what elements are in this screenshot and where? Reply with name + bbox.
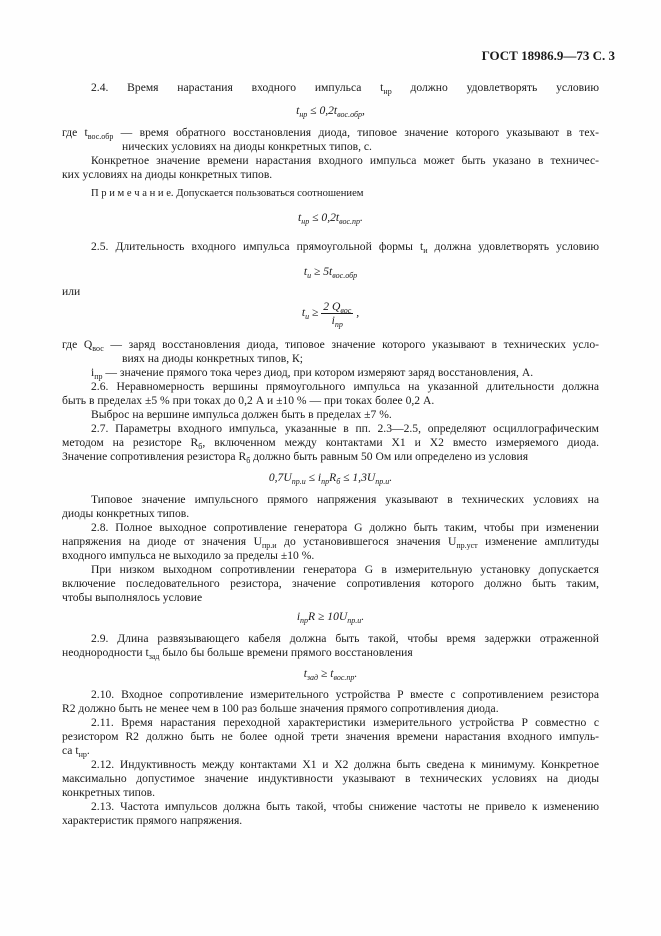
text-line: виях на диоды конкретных типов, К;	[122, 352, 303, 365]
fraction: $\frac{2 Q_{вос}}{i_{пр}}$	[323, 300, 352, 329]
para-2-8: 2.8. Полное выходное сопротивление генератора G должно быть таким, чтобы при изменении	[91, 521, 599, 534]
formula-7: $t_{зад} \ge t_{вос.пр}$.	[303, 667, 358, 682]
text-line: Конкретное значение времени нарастания входного импульса может быть указано в техничес-	[91, 154, 599, 167]
formula-2: $t_{нр} \le 0,2t_{вос.пр}$.	[298, 211, 363, 226]
text-line: где $Q_{вос}$ — заряд восстановления диода, типовое значение которого указывают в технических усло-	[62, 338, 599, 353]
formula-3: $t_и \ge 5t_{вос.обр}$	[303, 265, 358, 280]
text-line: $i_{пр}$ — значение прямого тока через диод, при котором измеряют заряд восстановления, А.	[91, 366, 534, 381]
page-header: ГОСТ 18986.9—73 С. 3	[481, 48, 615, 63]
formula-6: $i_{пр}R \ge 10U_{пр.и}$.	[296, 610, 365, 625]
formula-4: $t_и$ ≥ $\frac{2 Q_{вос}}{i_{пр}}$ ,	[301, 300, 360, 329]
text-line: чтобы выполнялось условие	[62, 591, 203, 604]
formula-5: $0,7U_{пр.и} \le i_{пр}R_б \le 1,3U_{пр.и}$.	[268, 471, 393, 486]
formula-1: $t_{нр} \le 0,2t_{вос.обр}$,	[296, 104, 365, 119]
text-line: или	[62, 285, 81, 298]
text-line: включение последовательного резистора, значение сопротивления которого должно быть таким,	[62, 577, 599, 590]
text-line: Типовое значение импульсного прямого напряжения указывают в технических условиях на	[91, 493, 599, 506]
text-line: максимально допустимое значение индуктивности указывают в технических условиях на диоды	[62, 772, 599, 785]
text-line: быть в пределах ±5 % при токах до 0,2 А и ±10 % — при токах более 0,2 А.	[62, 394, 435, 407]
para-2-6: 2.6. Неравномерность вершины прямоугольного импульса на указанной длительности должна	[91, 380, 599, 393]
text-line: где $t_{вос.обр}$ — время обратного восстановления диода, типовое значение которого указывают в тех-	[62, 126, 599, 141]
note: П р и м е ч а н и е. Допускается пользоваться соотношением	[91, 188, 364, 199]
para-2-12: 2.12. Индуктивность между контактами X1 и X2 должна быть сведена к минимуму. Конкретное	[91, 758, 599, 771]
text-line: Значение сопротивления резистора $R_б$ должно быть равным 50 Ом или определено из условия	[62, 450, 529, 465]
text-line: резистором R2 должно быть не более одной трети значения времени нарастания входного импуль-	[62, 730, 599, 743]
text-line: входного импульса не выходило за пределы ±10 %.	[62, 549, 315, 562]
text-line: конкретных типов.	[62, 786, 156, 799]
text-line: R2 должно быть не менее чем в 100 раз больше значения прямого сопротивления диода.	[62, 702, 499, 715]
para-2-11: 2.11. Время нарастания переходной характеристики измерительного устройства P совместно с	[91, 716, 599, 729]
text-line: При низком выходном сопротивлении генератора G в измерительную установку допускается	[91, 563, 599, 576]
text-line: нических условиях на диоды конкретных типов, с.	[122, 140, 372, 153]
para-2-9: 2.9. Длина развязывающего кабеля должна быть такой, чтобы время задержки отраженной	[91, 632, 599, 645]
text-line: ких условиях на диоды конкретных типов.	[62, 168, 273, 181]
para-2-13: 2.13. Частота импульсов должна быть такой, чтобы снижение частоты не привело к изменению	[91, 800, 599, 813]
text-line: диоды конкретных типов.	[62, 507, 190, 520]
para-2-7: 2.7. Параметры входного импульса, указанные в пп. 2.3—2.5, определяют осциллографическим	[91, 422, 599, 435]
para-2-10: 2.10. Входное сопротивление измерительного устройства P вместе с сопротивлением резистора	[91, 688, 599, 701]
para-2-5: 2.5. Длительность входного импульса прямоугольной формы $t_и$ должна удовлетворять условию	[91, 240, 599, 255]
text-line: напряжения на диоде от значения $U_{пр.и}$ до установившегося значения $U_{пр.уст}$ изменение амплитуды	[62, 535, 600, 550]
para-2-4: 2.4. Время нарастания входного импульса $t_{нр}$ должно удовлетворять условию	[91, 81, 599, 96]
text-line: характеристик прямого напряжения.	[62, 814, 243, 827]
text-line: са $t_{нр}$.	[62, 744, 90, 759]
text-line: методом на резисторе $R_б$, включенном между контактами X1 и X2 вместо измеряемого диода.	[62, 436, 599, 451]
text-line: Выброс на вершине импульса должен быть в пределах ±7 %.	[91, 408, 392, 421]
text-line: неоднородности $t_{зад}$ было бы больше времени прямого восстановления	[62, 646, 413, 661]
